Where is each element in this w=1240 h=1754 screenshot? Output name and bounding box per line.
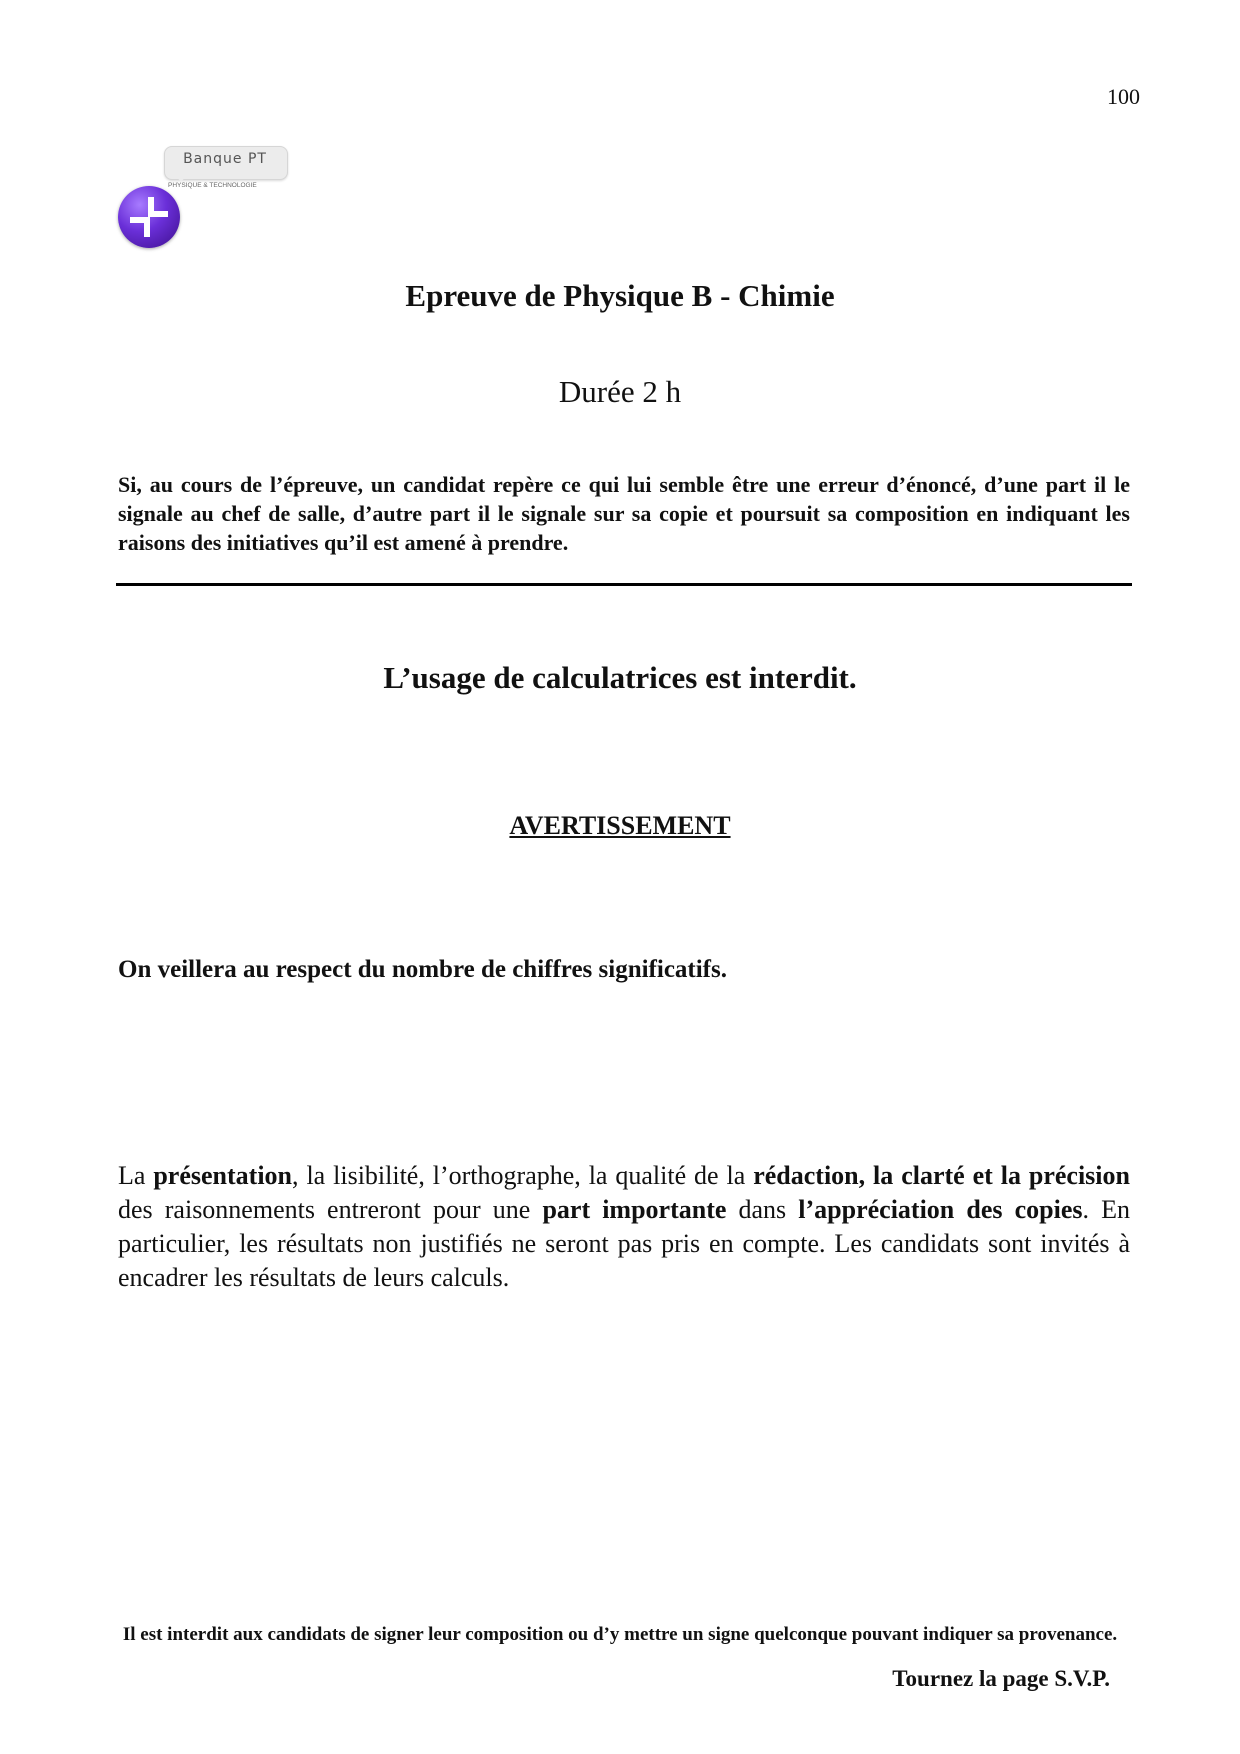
logo-subtitle: PHYSIQUE & TECHNOLOGIE xyxy=(168,182,257,189)
presentation-bold: présentation xyxy=(153,1161,293,1190)
page-number: 100 xyxy=(1107,84,1140,109)
warning-heading: AVERTISSEMENT xyxy=(509,811,731,840)
presentation-bold: part importante xyxy=(542,1195,727,1224)
turn-page-note: Tournez la page S.V.P. xyxy=(892,1666,1110,1691)
exam-title: Epreuve de Physique B - Chimie xyxy=(405,278,835,313)
logo-emblem-icon xyxy=(118,186,180,248)
presentation-bold: l’appréciation des copies xyxy=(798,1195,1083,1224)
signature-prohibition-note: Il est interdit aux candidats de signer leur composition ou d’y mettre un signe quelconque pouvant indiquer sa provenance. xyxy=(122,1624,1118,1645)
banque-pt-logo xyxy=(118,144,298,250)
logo-arrows-icon xyxy=(118,186,180,248)
significant-digits-notice: On veillera au respect du nombre de chiffres significatifs. xyxy=(118,956,727,983)
presentation-text: La xyxy=(118,1161,154,1190)
presentation-bold: rédaction, la clarté et la précision xyxy=(753,1161,1130,1190)
presentation-text: dans xyxy=(726,1195,799,1224)
error-notice: Si, au cours de l’épreuve, un candidat repère ce qui lui semble être une erreur d’énoncé, d’une part il le signale au chef de salle, d’autre part il le signale sur sa copie et poursuit sa composition en indiquant les raisons des initiatives qu’il est amené à prendre. xyxy=(118,472,1130,555)
presentation-text: des raisonnements entreront pour une xyxy=(118,1195,543,1224)
horizontal-divider xyxy=(116,583,1132,586)
logo-brand-text: Banque PT xyxy=(183,151,267,167)
calculator-rule: L’usage de calculatrices est interdit. xyxy=(383,660,857,695)
presentation-text: . En particulier, les résultats non justifiés ne seront pas pris en compte. Les candidats sont invités à encadrer les résultats de leurs calculs. xyxy=(118,1195,1130,1292)
presentation-paragraph xyxy=(118,1159,1130,1295)
logo-bubble-tail xyxy=(174,174,188,182)
exam-duration: Durée 2 h xyxy=(558,374,682,409)
presentation-text: , la lisibilité, l’orthographe, la qualité de la xyxy=(292,1161,754,1190)
